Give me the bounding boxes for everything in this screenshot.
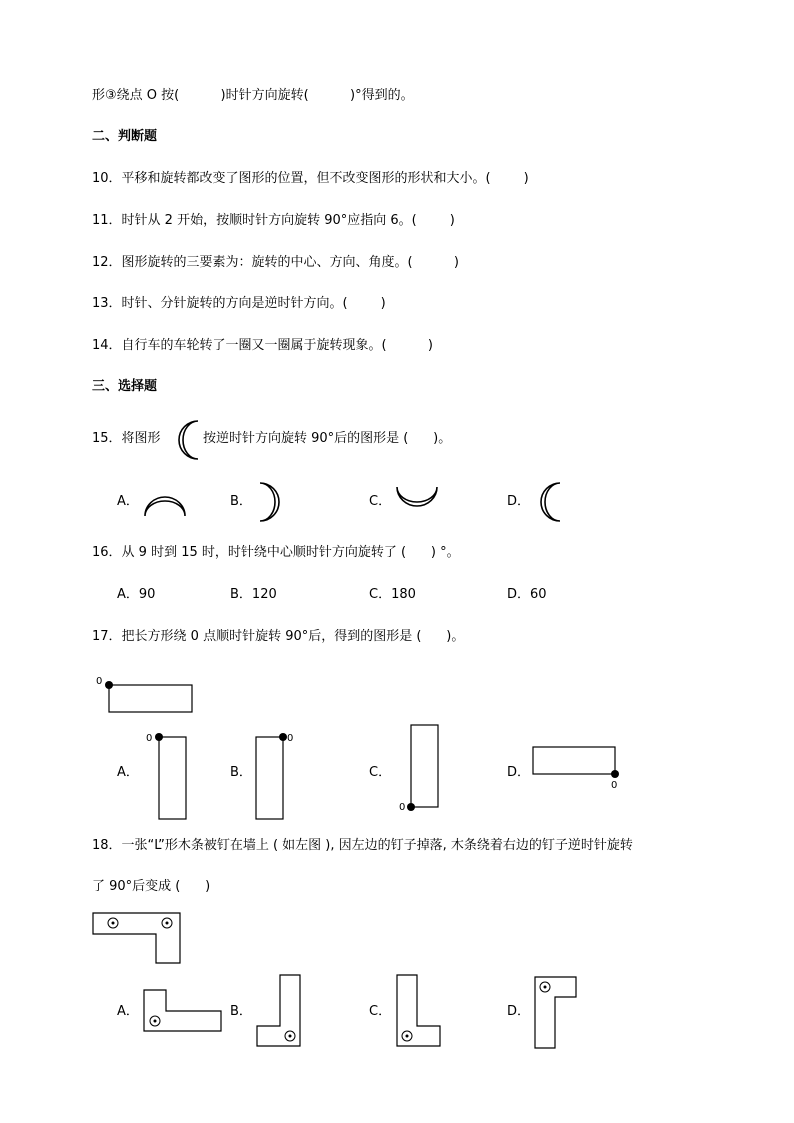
svg-text:0: 0 — [611, 780, 618, 791]
svg-text:0: 0 — [146, 733, 153, 744]
rectangle-option-a — [144, 728, 190, 822]
question-16: 16．从 9 时到 15 时，时针绕中心顺时针方向旋转了 ( ) °。 — [92, 545, 460, 560]
q9-tail: 形③绕点 O 按( )时针方向旋转( )°得到的。 — [92, 88, 414, 103]
section-judgement-title: 二、判断题 — [92, 129, 158, 144]
l-shape-original — [90, 910, 186, 968]
rectangle-option-d — [528, 742, 628, 790]
question-15-prefix: 15．将图形 — [92, 431, 161, 446]
q15-option-c-label: C． — [369, 494, 392, 509]
rectangle-figure-original — [92, 672, 202, 718]
point-o-label: 0 — [96, 676, 103, 687]
q16-option-b: B．120 — [230, 587, 277, 602]
question-11: 11．时针从 2 开始，按顺时针方向旋转 90°应指向 6。( ) — [92, 213, 455, 228]
section-choice-title: 三、选择题 — [92, 379, 158, 394]
crescent-option-c — [394, 484, 440, 520]
q17-option-b-label: B． — [230, 765, 252, 780]
q16-option-d: D．60 — [507, 587, 547, 602]
crescent-option-d — [530, 480, 566, 524]
q16-option-a: A．90 — [117, 587, 156, 602]
q17-option-c-label: C． — [369, 765, 392, 780]
rectangle-option-c — [396, 720, 442, 814]
question-18-line-1: 18．一张“L”形木条被钉在墙上 ( 如左图 ), 因左边的钉子掉落, 木条绕着右边的钉子逆时针旋转 — [92, 838, 633, 853]
svg-text:0: 0 — [287, 733, 294, 744]
crescent-figure-original — [168, 418, 204, 462]
q15-option-b-label: B． — [230, 494, 252, 509]
question-12: 12．图形旋转的三要素为：旋转的中心、方向、角度。( ) — [92, 255, 460, 270]
q16-option-c: C．180 — [369, 587, 416, 602]
question-14: 14．自行车的车轮转了一圈又一圈属于旋转现象。( ) — [92, 338, 434, 353]
question-15-suffix: 按逆时针方向旋转 90°后的图形是 ( )。 — [203, 431, 452, 446]
q17-option-d-label: D． — [507, 765, 531, 780]
q18-option-b-label: B． — [230, 1004, 252, 1019]
question-18-line-2: 了 90°后变成 ( ) — [92, 879, 211, 894]
q15-option-a-label: A． — [117, 494, 139, 509]
question-13: 13．时针、分针旋转的方向是逆时针方向。( ) — [92, 296, 386, 311]
svg-text:0: 0 — [399, 802, 406, 813]
q18-option-a-label: A． — [117, 1004, 139, 1019]
q17-option-a-label: A． — [117, 765, 139, 780]
l-shape-option-b — [254, 972, 304, 1050]
l-shape-option-d — [532, 974, 580, 1052]
l-shape-option-c — [394, 972, 444, 1050]
l-shape-option-a — [141, 987, 225, 1035]
q15-option-d-label: D． — [507, 494, 531, 509]
crescent-option-b — [254, 480, 290, 524]
q18-option-c-label: C． — [369, 1004, 392, 1019]
question-17: 17．把长方形绕 0 点顺时针旋转 90°后，得到的图形是 ( )。 — [92, 629, 465, 644]
crescent-option-a — [142, 484, 188, 520]
question-10: 10．平移和旋转都改变了图形的位置，但不改变图形的形状和大小。( ) — [92, 171, 529, 186]
rectangle-option-b — [250, 728, 300, 822]
q18-option-d-label: D． — [507, 1004, 531, 1019]
